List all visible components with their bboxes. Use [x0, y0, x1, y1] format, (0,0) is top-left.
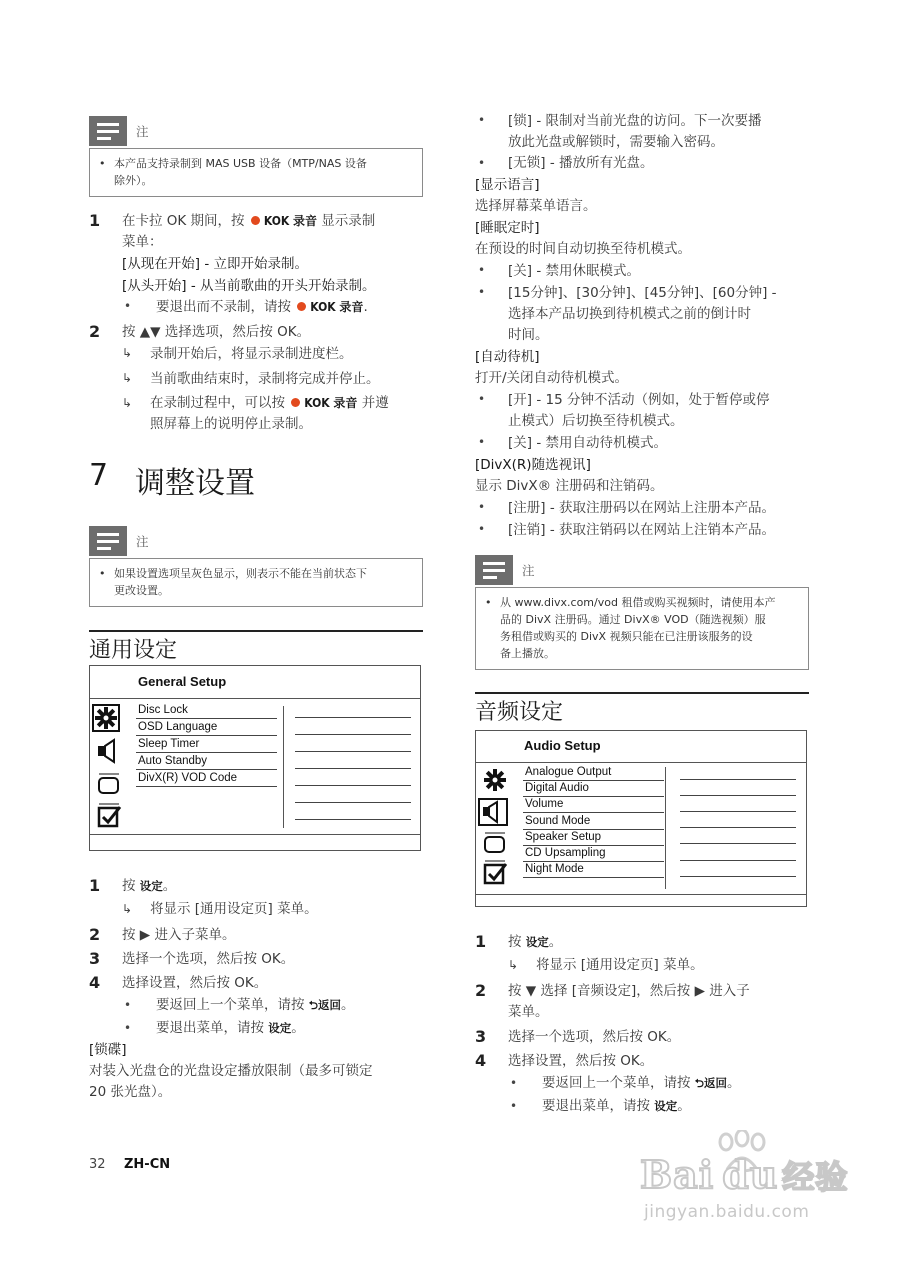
result-text: 当前歌曲结束时，录制将完成并停止。: [150, 371, 380, 387]
note-icon: [475, 555, 513, 585]
kok-record-key: KOK 录音: [263, 214, 317, 228]
step-number: 2: [89, 925, 101, 944]
section-title: 音频设定: [475, 700, 564, 725]
note-text: 更改设置。: [114, 584, 169, 597]
step-number: 3: [89, 949, 101, 968]
step-text: 选择设置，然后按 OK。: [122, 975, 268, 991]
value-line: [295, 734, 411, 735]
menu-item[interactable]: Disc Lock: [136, 703, 277, 719]
option-text: [从现在开始] - 立即开始录制。: [122, 256, 308, 272]
bullet-text: [开] - 15 分钟不活动（例如，处于暂停或停: [508, 392, 770, 408]
result-text: 录制开始后，将显示录制进度栏。: [150, 346, 353, 362]
checkbox-icon[interactable]: [483, 859, 513, 887]
record-dot-icon: [291, 398, 300, 407]
kok-record-key: KOK 录音: [304, 396, 358, 410]
step-number: 1: [89, 211, 101, 230]
section-rule: [89, 630, 423, 632]
note-label: 注: [522, 563, 535, 578]
step-number: 1: [89, 876, 101, 895]
gear-icon[interactable]: [92, 704, 120, 732]
menu-item[interactable]: CD Upsampling: [523, 846, 664, 862]
menu-item[interactable]: Analogue Output: [523, 765, 664, 781]
value-line: [680, 795, 796, 796]
bullet-text: 要返回上一个菜单，请按 ⮌返回。: [542, 1075, 741, 1091]
bullet: •: [478, 263, 486, 277]
value-line: [680, 876, 796, 877]
bullet: •: [124, 998, 132, 1012]
bullet-text: 放此光盘或解锁时，需要输入密码。: [508, 134, 724, 150]
value-line: [680, 843, 796, 844]
speaker-icon[interactable]: [478, 798, 508, 826]
watermark-brand: du: [722, 1152, 779, 1197]
gear-icon[interactable]: [483, 768, 513, 796]
bullet-text: 要返回上一个菜单，请按 ⮌返回。: [156, 997, 355, 1013]
step-number: 1: [475, 932, 487, 951]
menu-item[interactable]: Speaker Setup: [523, 830, 664, 846]
value-line: [295, 717, 411, 718]
menu-item[interactable]: Night Mode: [523, 862, 664, 878]
menu-title: General Setup: [138, 674, 227, 689]
value-line: [680, 860, 796, 861]
menu-item[interactable]: OSD Language: [136, 720, 277, 736]
value-line: [295, 802, 411, 803]
record-dot-icon: [251, 216, 260, 225]
value-line: [680, 779, 796, 780]
section-rule: [475, 692, 809, 694]
result-arrow-icon: ↳: [122, 371, 133, 385]
menu-item[interactable]: Volume: [523, 797, 664, 813]
bullet-text: 时间。: [508, 327, 549, 343]
baidu-watermark: [640, 1130, 890, 1230]
screen-icon[interactable]: [483, 831, 513, 859]
bullet: •: [478, 522, 486, 536]
bullet-text: [无锁] - 播放所有光盘。: [508, 155, 654, 171]
bullet-text: 要退出菜单，请按 设定。: [542, 1098, 691, 1114]
paragraph: 对装入光盘仓的光盘设定播放限制（最多可锁定: [89, 1063, 373, 1079]
step-text: 选择设置，然后按 OK。: [508, 1053, 654, 1069]
back-key: ⮌返回: [694, 1076, 728, 1090]
value-line: [680, 827, 796, 828]
note-header-2: [89, 526, 419, 554]
note-icon: [89, 116, 127, 146]
note-box-1: • 本产品支持录制到 MAS USB 设备（MTP/NAS 设备 除外）。: [89, 148, 423, 197]
result-text: 照屏幕上的说明停止录制。: [150, 416, 312, 432]
back-key: ⮌返回: [308, 998, 342, 1012]
value-line: [295, 785, 411, 786]
watermark-brand: Bai: [640, 1152, 715, 1197]
bullet-text: [注册] - 获取注册码以在网站上注册本产品。: [508, 500, 775, 516]
value-line: [295, 751, 411, 752]
setup-key: 设定: [525, 935, 549, 949]
menu-title: Audio Setup: [524, 738, 601, 753]
chapter-title: 调整设置: [135, 466, 255, 501]
paragraph: 20 张光盘）。: [89, 1084, 172, 1100]
menu-item[interactable]: Auto Standby: [136, 754, 277, 770]
step-text: 在卡拉 OK 期间，按 KOK 录音 显示录制: [122, 213, 376, 229]
note-text: 除外）。: [114, 174, 153, 187]
note-header-3: [475, 555, 805, 583]
record-dot-icon: [297, 302, 306, 311]
bullet: •: [510, 1099, 518, 1113]
note-label: 注: [136, 124, 149, 139]
setup-key: 设定: [268, 1021, 292, 1035]
chapter-number: 7: [89, 458, 109, 493]
paragraph: 打开/关闭自动待机模式。: [475, 370, 629, 386]
menu-item[interactable]: DivX(R) VOD Code: [136, 771, 277, 787]
note-box-2: • 如果设置选项呈灰色显示，则表示不能在当前状态下 更改设置。: [89, 558, 423, 607]
page-number: 32: [89, 1157, 106, 1172]
bullet-text: 选择本产品切换到待机模式之前的倒计时: [508, 306, 751, 322]
bullet: •: [124, 1021, 132, 1035]
step-text: 按 ▼ 选择 [音频设定]，然后按 ▶ 进入子: [508, 983, 750, 999]
step-text: 按 设定。: [122, 878, 177, 894]
step-text: 选择一个选项，然后按 OK。: [508, 1029, 681, 1045]
watermark-url: jingyan.baidu.com: [644, 1202, 810, 1222]
section-title: 通用设定: [89, 638, 178, 663]
step-number: 3: [475, 1027, 487, 1046]
option-head: [睡眠定时]: [475, 220, 540, 236]
result-text: 在录制过程中，可以按 KOK 录音 并遵: [150, 395, 389, 411]
step-text: 菜单：: [122, 234, 163, 250]
option-text: [从头开始] - 从当前歌曲的开头开始录制。: [122, 278, 376, 294]
result-arrow-icon: ↳: [122, 396, 133, 410]
note-text: 品的 DivX 注册码。通过 DivX® VOD（随选视频）服: [500, 613, 766, 626]
bullet-text: [关] - 禁用自动待机模式。: [508, 435, 667, 451]
result-text: 将显示 [通用设定页] 菜单。: [150, 901, 318, 917]
step-number: 4: [475, 1051, 487, 1070]
menu-item[interactable]: Digital Audio: [523, 781, 664, 797]
bullet: •: [124, 299, 132, 313]
step-text: 选择一个选项，然后按 OK。: [122, 951, 295, 967]
watermark-cn: 经验: [782, 1158, 849, 1196]
step-text: 按 设定。: [508, 934, 563, 950]
value-line: [295, 819, 411, 820]
option-head: [锁碟]: [89, 1042, 127, 1058]
speaker-icon[interactable]: [96, 738, 126, 766]
paragraph: 显示 DivX® 注册码和注销码。: [475, 478, 664, 494]
note-header-1: [89, 116, 419, 144]
note-text: 如果设置选项呈灰色显示，则表示不能在当前状态下: [114, 567, 367, 580]
menu-item[interactable]: Sleep Timer: [136, 737, 277, 753]
setup-key: 设定: [139, 879, 163, 893]
bullet-text: [15分钟]、[30分钟]、[45分钟]、[60分钟] -: [508, 285, 777, 301]
bullet: •: [478, 392, 486, 406]
bullet: •: [478, 435, 486, 449]
checkbox-icon[interactable]: [97, 802, 127, 830]
option-head: [自动待机]: [475, 349, 540, 365]
result-text: 将显示 [通用设定页] 菜单。: [536, 957, 704, 973]
bullet-text: [锁] - 限制对当前光盘的访问。下一次要播: [508, 113, 762, 129]
note-text: 从 www.divx.com/vod 租借或购买视频时，请使用本产: [500, 596, 776, 609]
result-arrow-icon: ↳: [122, 346, 133, 360]
kok-record-key: KOK 录音: [310, 300, 364, 314]
bullet-text: 要退出菜单，请按 设定。: [156, 1020, 305, 1036]
general-setup-menu: [89, 665, 421, 851]
note-text: 本产品支持录制到 MAS USB 设备（MTP/NAS 设备: [114, 157, 367, 170]
setup-key: 设定: [654, 1099, 678, 1113]
option-head: [DivX(R)随选视讯]: [475, 457, 591, 473]
value-line: [680, 811, 796, 812]
step-text: 按 ▲▼ 选择选项，然后按 OK。: [122, 324, 311, 340]
note-text: 备上播放。: [500, 647, 555, 660]
result-arrow-icon: ↳: [122, 902, 133, 916]
option-head: [显示语言]: [475, 177, 540, 193]
bullet: •: [478, 285, 486, 299]
note-icon: [89, 526, 127, 556]
language-code: ZH-CN: [124, 1157, 171, 1172]
step-text: 按 ▶ 进入子菜单。: [122, 927, 236, 943]
screen-icon[interactable]: [97, 772, 127, 800]
note-label: 注: [136, 534, 149, 549]
step-text: 菜单。: [508, 1004, 549, 1020]
step-number: 2: [89, 322, 101, 341]
bullet: •: [478, 156, 486, 170]
paragraph: 在预设的时间自动切换至待机模式。: [475, 241, 691, 257]
bullet: •: [478, 113, 486, 127]
bullet: •: [478, 500, 486, 514]
step-number: 2: [475, 981, 487, 1000]
value-line: [295, 768, 411, 769]
step-number: 4: [89, 973, 101, 992]
paragraph: 选择屏幕菜单语言。: [475, 198, 597, 214]
audio-setup-menu: [475, 730, 807, 907]
note-text: 务租借或购买的 DivX 视频只能在已注册该服务的设: [500, 630, 753, 643]
bullet-text: [注销] - 获取注销码以在网站上注销本产品。: [508, 522, 775, 538]
menu-item[interactable]: Sound Mode: [523, 814, 664, 830]
bullet-text: 要退出而不录制，请按 KOK 录音.: [156, 299, 368, 315]
bullet-text: [关] - 禁用休眠模式。: [508, 263, 640, 279]
result-arrow-icon: ↳: [508, 958, 519, 972]
note-box-3: • 从 www.divx.com/vod 租借或购买视频时，请使用本产 品的 DivX 注册码。通过 DivX® VOD（随选视频）服 务租借或购买的 DivX 视频只能在已注册该服务的设 备上播放。: [475, 587, 809, 670]
bullet: •: [510, 1076, 518, 1090]
bullet-text: 止模式）后切换至待机模式。: [508, 413, 684, 429]
